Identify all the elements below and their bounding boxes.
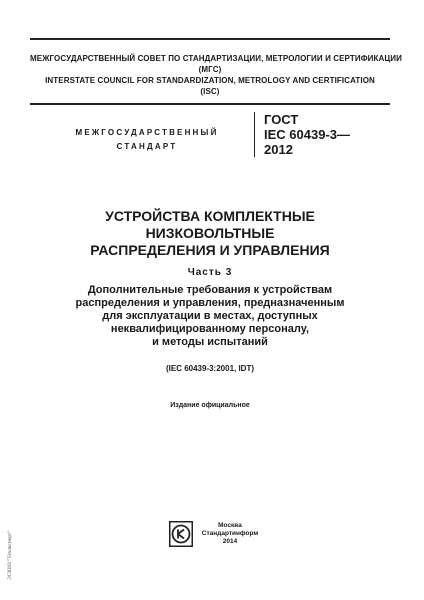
title-line2: НИЗКОВОЛЬТНЫЕ — [145, 225, 275, 241]
title-line3: РАСПРЕДЕЛЕНИЯ И УПРАВЛЕНИЯ — [90, 242, 330, 258]
council-abbr-ru: (МГС) — [198, 65, 222, 74]
part-label: Часть 3 — [187, 267, 233, 278]
council-abbr-en: (ISC) — [200, 87, 220, 96]
designation-line1: ГОСТ — [264, 112, 299, 127]
subtitle-line3: для эксплуатации в местах, доступных — [102, 310, 318, 322]
council-name-en: INTERSTATE COUNCIL FOR STANDARDIZATION, METROLOGY AND CERTIFICATION — [45, 76, 375, 85]
side-stamp: ЭСКИЗ "Техэксперт" — [7, 530, 13, 580]
standard-type — [72, 126, 222, 154]
title-line1: УСТРОЙСТВА КОМПЛЕКТНЫЕ — [105, 208, 315, 224]
subtitle-line4: неквалифицированному персоналу, — [110, 323, 310, 335]
publisher-info — [200, 522, 260, 546]
publication-year: 2014 — [222, 538, 238, 545]
publisher-logo-icon — [169, 521, 193, 547]
subtitle-line1: Дополнительные требования к устройствам — [87, 284, 333, 296]
council-name-ru: МЕЖГОСУДАРСТВЕННЫЙ СОВЕТ ПО СТАНДАРТИЗАЦИИ, МЕТРОЛОГИИ И СЕРТИФИКАЦИИ — [30, 54, 403, 63]
edition-note: Издание официальное — [170, 402, 250, 409]
standard-designation — [254, 112, 374, 157]
document-subtitle — [40, 284, 380, 349]
subtitle-line2: распределения и управления, предназначенным — [75, 297, 345, 309]
designation-line2: IEC 60439-3— — [264, 127, 350, 142]
standard-type-line2: СТАНДАРТ — [116, 142, 178, 151]
publisher-name: Стандартинформ — [201, 530, 259, 537]
publisher-city: Москва — [218, 522, 242, 529]
document-title — [50, 208, 370, 259]
subtitle-line5: и методы испытаний — [152, 336, 268, 348]
standard-type-line1: МЕЖГОСУДАРСТВЕННЫЙ — [75, 128, 219, 137]
designation-line3: 2012 — [264, 142, 293, 157]
iec-reference: (IEC 60439-3:2001, IDT) — [165, 364, 255, 373]
council-header — [30, 38, 403, 105]
